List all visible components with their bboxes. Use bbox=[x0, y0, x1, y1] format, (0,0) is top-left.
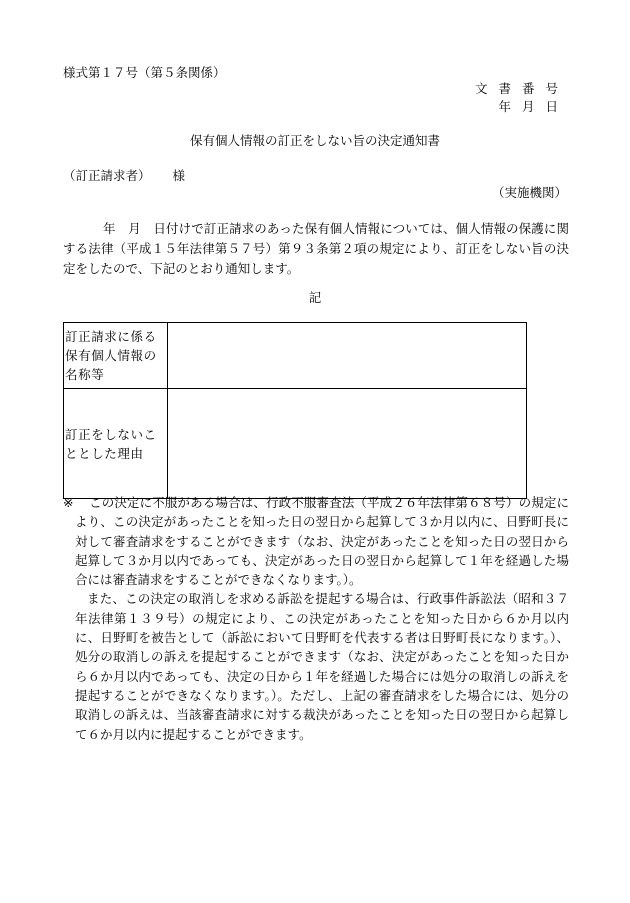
document-title: 保有個人情報の訂正をしない旨の決定通知書 bbox=[189, 133, 440, 148]
table-row bbox=[64, 323, 527, 389]
info-name-value bbox=[167, 323, 526, 389]
addressee-line bbox=[63, 167, 185, 185]
note-review-request bbox=[63, 493, 569, 589]
honorific-label: 様 bbox=[172, 168, 186, 183]
reason-label: 訂正をしないこととした理由 bbox=[64, 389, 168, 499]
info-name-label: 訂正請求に係る保有個人情報の名称等 bbox=[64, 323, 168, 389]
requester-label: （訂正請求者） bbox=[63, 168, 151, 183]
note-mark: ※ bbox=[63, 495, 74, 510]
note-lawsuit: また、この決定の取消しを求める訴訟を提起する場合は、行政事件訴訟法（昭和３７年法律第１３９号）の規定により、この決定があったことを知った日から６か月以内に、日野町を被告として（訴訟において日野町を代表する者は日野町長になります。）、処分の取消しの訴えを提起することができます（なお、決定があったことを知った日から６か月以内であっても、決定の日から１年を経過した場合には処分の取消しの訴えを提起することができなくなります。）。ただし、上記の審査請求をした場合には、処分の取消しの訴えは、当該審査請求に対する裁決があったことを知った日の翌日から起算して６か月以内に提起することができます。 bbox=[75, 591, 569, 742]
notice-body: 年 月 日付けで訂正請求のあった保有個人情報については、個人情報の保護に関する法律（平成１５年法律第５７号）第９３条第２項の規定により、訂正をしない旨の決定をしたので、下記のとおり通知します。 bbox=[63, 221, 569, 276]
decision-table bbox=[63, 322, 527, 499]
note-review-text: この決定に不服がある場合は、行政不服審査法（平成２６年法律第６８号）の規定により、この決定があったことを知った日の翌日から起算して３か月以内に、日野町長に対して審査請求をすることができます（なお、決定があったことを知った日の翌日から起算して３か月以内であっても、決定があった日の翌日から起算して１年を経過した場合には審査請求をすることができなくなります。）。 bbox=[75, 495, 569, 588]
form-number: 様式第１７号（第５条関係） bbox=[63, 65, 226, 80]
agency-label: （実施機関） bbox=[491, 185, 567, 200]
table-row bbox=[64, 389, 527, 499]
reason-value bbox=[167, 389, 526, 499]
document-date-label: 年月日 bbox=[498, 99, 569, 114]
ki-heading: 記 bbox=[308, 290, 322, 305]
document-number-label: 文書番号 bbox=[474, 81, 569, 96]
appeal-notes bbox=[63, 493, 569, 744]
